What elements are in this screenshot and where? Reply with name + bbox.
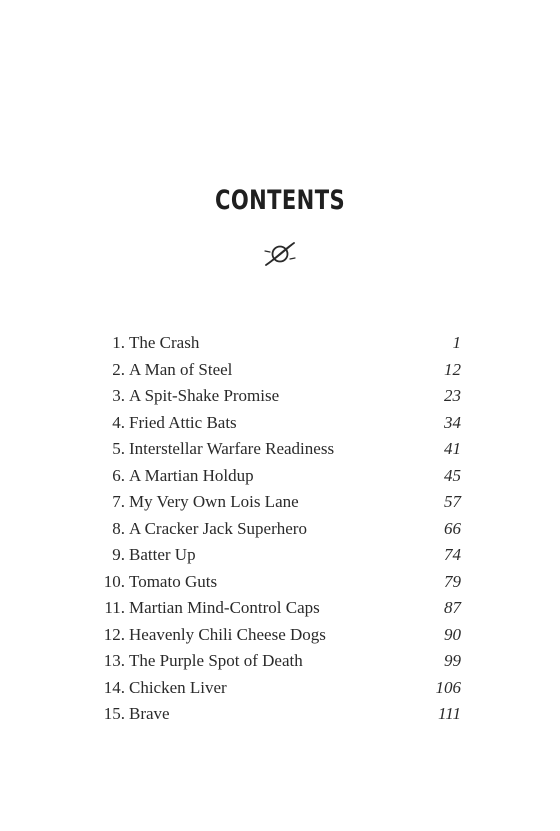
chapter-title: A Cracker Jack Superhero (129, 518, 307, 538)
chapter-number: 1. (112, 333, 125, 352)
chapter-number: 10. (103, 571, 125, 591)
toc-entry[interactable] (95, 516, 465, 543)
chapter-title: Batter Up (129, 545, 196, 564)
table-of-contents (95, 330, 465, 728)
chapter-number: 11. (104, 598, 125, 617)
chapter-title: Heavenly Chili Cheese Dogs (129, 624, 326, 644)
page-number: 45 (444, 465, 461, 485)
page-number: 41 (444, 439, 461, 458)
chapter-title: Martian Mind-Control Caps (129, 598, 320, 617)
chapter-title: My Very Own Lois Lane (129, 492, 299, 511)
page-number: 23 (444, 386, 461, 405)
page-number: 57 (444, 492, 461, 511)
chapter-number: 14. (103, 677, 125, 697)
toc-entry[interactable] (95, 436, 465, 463)
chapter-title: The Crash (129, 333, 200, 352)
chapter-title: Brave (129, 704, 170, 723)
chapter-number: 15. (103, 704, 125, 723)
chapter-title: Fried Attic Bats (129, 412, 237, 432)
toc-entry[interactable] (95, 383, 465, 410)
chapter-title: A Martian Holdup (129, 465, 254, 485)
toc-entry[interactable] (95, 489, 465, 516)
chapter-number: 6. (112, 465, 125, 485)
page-number: 79 (444, 571, 461, 591)
toc-entry[interactable] (95, 569, 465, 596)
page-number: 90 (444, 624, 461, 644)
page-number: 66 (444, 518, 461, 538)
planet-with-ring-icon (263, 239, 297, 269)
chapter-title: A Man of Steel (129, 359, 233, 379)
chapter-title: Tomato Guts (129, 571, 218, 591)
toc-entry[interactable] (95, 357, 465, 384)
chapter-title: The Purple Spot of Death (129, 651, 303, 670)
chapter-title: Interstellar Warfare Readiness (129, 439, 335, 458)
page-number: 12 (444, 359, 461, 379)
chapter-number: 2. (112, 359, 125, 379)
toc-entry[interactable] (95, 330, 465, 357)
toc-entry[interactable] (95, 701, 465, 728)
toc-entry[interactable] (95, 675, 465, 702)
page-number: 99 (444, 651, 461, 670)
page-number: 111 (438, 704, 461, 723)
chapter-title: A Spit-Shake Promise (129, 386, 280, 405)
toc-entry[interactable] (95, 648, 465, 675)
chapter-number: 12. (103, 624, 125, 644)
page-title: CONTENTS (214, 185, 346, 216)
chapter-number: 9. (112, 545, 125, 564)
page-number: 87 (444, 598, 461, 617)
toc-entry[interactable] (95, 410, 465, 437)
page-number: 34 (444, 412, 461, 432)
page-number: 1 (452, 333, 461, 352)
toc-entry[interactable] (95, 542, 465, 569)
chapter-number: 7. (112, 492, 125, 511)
toc-entry[interactable] (95, 622, 465, 649)
page-number: 74 (444, 545, 461, 564)
chapter-number: 8. (112, 518, 125, 538)
toc-entry[interactable] (95, 595, 465, 622)
chapter-number: 3. (112, 386, 125, 405)
chapter-number: 4. (112, 412, 125, 432)
toc-entry[interactable] (95, 463, 465, 490)
chapter-title: Chicken Liver (129, 677, 227, 697)
chapter-number: 5. (112, 439, 125, 458)
page-number: 106 (435, 677, 461, 697)
chapter-number: 13. (103, 651, 125, 670)
